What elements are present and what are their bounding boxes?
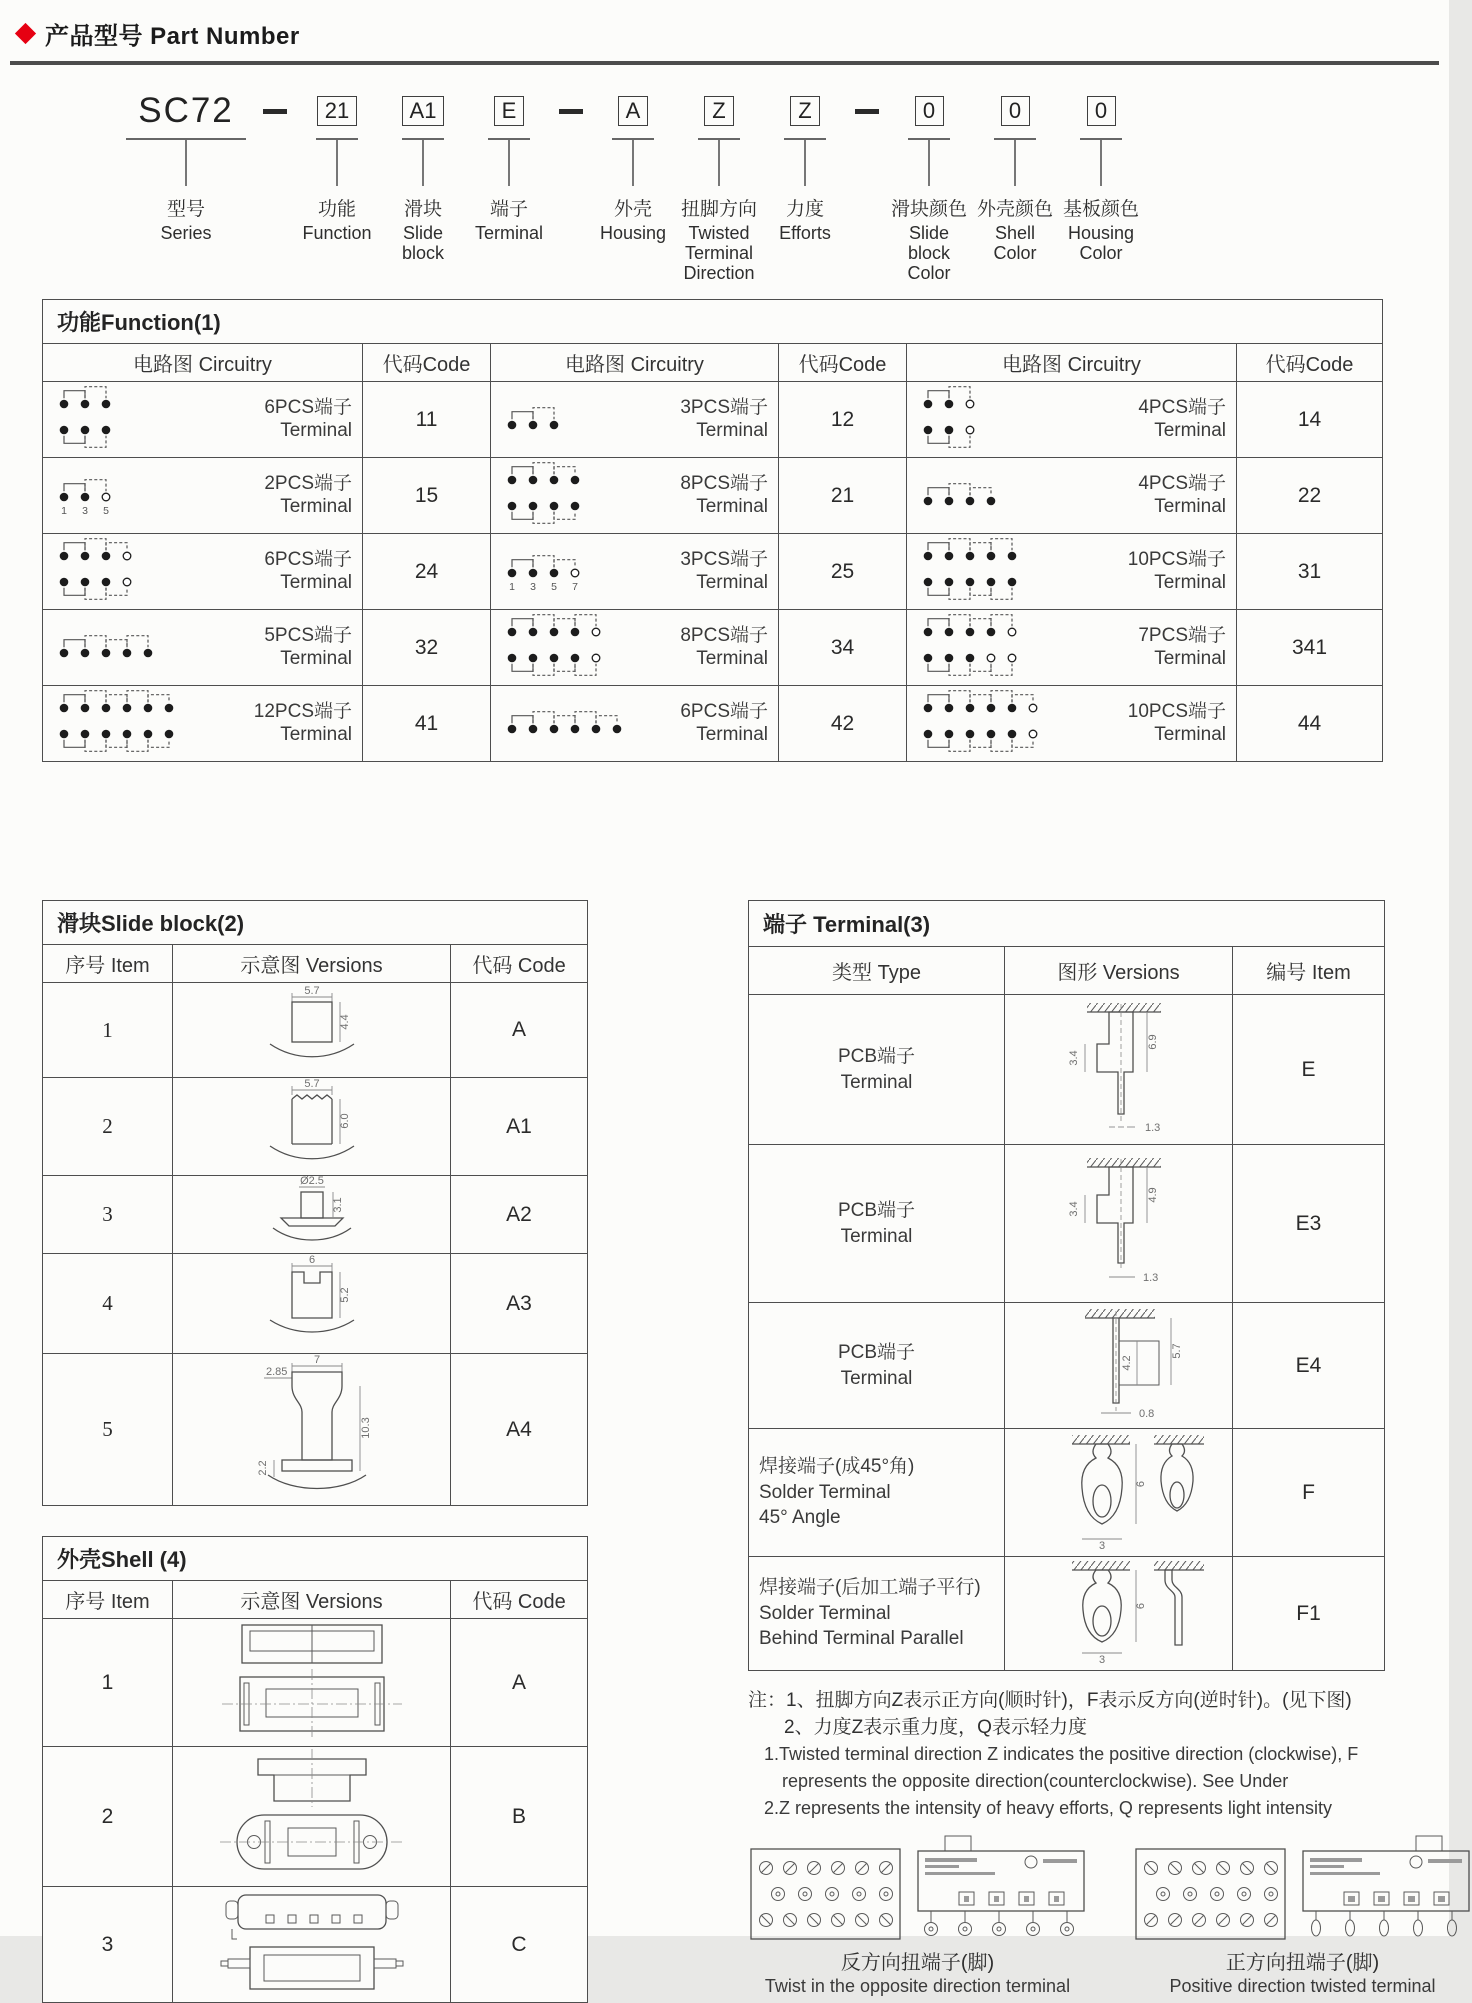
col-header: 序号 Item <box>43 945 173 983</box>
circuit-label: 6PCS端子 Terminal <box>680 701 768 745</box>
dim-label: 3.4 <box>1067 1201 1080 1217</box>
pn-stem <box>422 140 423 186</box>
note-en-1: 1.Twisted terminal direction Z indicates the positive direction (clockwise), F <box>764 1744 1359 1765</box>
pn-label-en: Slide block <box>401 222 445 263</box>
pn-stem <box>1100 140 1101 186</box>
dim-label: 3 <box>1098 1654 1105 1667</box>
pn-field-slide-color <box>886 89 972 283</box>
function-code: 31 <box>1237 534 1383 610</box>
dim-label: 6.0 <box>338 1113 351 1129</box>
function-code: 341 <box>1237 610 1383 686</box>
function-table <box>42 299 1383 762</box>
pn-code: 0 <box>915 96 944 126</box>
pn-series <box>116 89 256 243</box>
function-code: 12 <box>779 382 907 458</box>
col-header: 序号 Item <box>43 1581 173 1619</box>
slide-item: 2 <box>43 1078 173 1176</box>
red-diamond-icon <box>15 23 36 44</box>
pn-stem <box>1014 140 1015 186</box>
pn-series-code: SC72 <box>138 91 234 130</box>
circuit-label: 3PCS端子 Terminal <box>680 397 768 441</box>
pn-stem <box>928 140 929 186</box>
pn-field-housing <box>590 89 676 243</box>
terminal-row <box>749 1145 1385 1303</box>
pn-series-label-zh: 型号 <box>166 198 205 220</box>
pn-label-en: Housing Color <box>1067 222 1135 263</box>
pn-field-efforts <box>762 89 848 243</box>
dim-label: 7 <box>313 1354 320 1367</box>
pn-field-shell-color <box>972 89 1058 263</box>
pn-stem <box>336 140 337 186</box>
shell-drawing-a <box>192 1619 432 1741</box>
page-title-zh: 产品型号 <box>45 23 143 50</box>
terminal-table <box>748 900 1385 1671</box>
col-header: 电路图 Circuitry <box>43 344 363 382</box>
header-rule <box>10 61 1439 65</box>
pn-label-zh: 功能 <box>317 198 356 220</box>
col-header: 电路图 Circuitry <box>491 344 779 382</box>
terminal-item: F <box>1233 1429 1385 1557</box>
terminal-item: E <box>1233 995 1385 1145</box>
function-code: 24 <box>363 534 491 610</box>
svg-text:5: 5 <box>551 581 557 594</box>
dim-label: 2.85 <box>265 1366 287 1379</box>
terminal-drawing-e3 <box>1019 1151 1219 1291</box>
circuit-diagram <box>51 623 161 672</box>
pn-label-zh: 滑块颜色 <box>890 198 967 220</box>
dim-label: 3.4 <box>1067 1050 1080 1066</box>
shell-item: 3 <box>43 1887 173 2003</box>
function-row <box>43 610 1383 686</box>
function-code: 44 <box>1237 686 1383 762</box>
pn-stem <box>718 140 719 186</box>
function-row <box>43 686 1383 762</box>
circuit-diagram <box>499 395 567 444</box>
right-column <box>748 900 1442 1997</box>
note-zh-1: 注：1、扭脚方向Z表示正方向(顺时针)，F表示反方向(逆时针)。(见下图) <box>748 1690 1352 1712</box>
terminal-item: F1 <box>1233 1557 1385 1671</box>
figure-caption-zh: 反方向扭端子(脚) <box>840 1952 995 1975</box>
circuit-label: 6PCS端子 Terminal <box>264 549 352 593</box>
pn-stem <box>185 140 186 186</box>
terminal-drawing-f <box>1014 1429 1224 1551</box>
pn-label-zh: 外壳 <box>613 198 652 220</box>
terminal-bottom-view-opposite <box>748 1846 903 1942</box>
note-en-3: 2.Z represents the intensity of heavy efforts, Q represents light intensity <box>764 1798 1332 1819</box>
function-code: 22 <box>1237 458 1383 534</box>
terminal-row <box>749 1429 1385 1557</box>
svg-text:5: 5 <box>103 505 109 518</box>
circuit-diagram <box>499 460 588 531</box>
dim-label: 1.3 <box>1142 1272 1158 1285</box>
pn-field-twist-direction <box>676 89 762 283</box>
function-code: 32 <box>363 610 491 686</box>
function-code: 42 <box>779 686 907 762</box>
pn-field-function <box>294 89 380 243</box>
pn-label-en: Housing <box>599 222 667 243</box>
pn-label-zh: 基板颜色 <box>1062 198 1139 220</box>
col-header: 类型 Type <box>749 947 1005 995</box>
dim-label: 0.8 <box>1138 1408 1154 1421</box>
slide-block-drawing-a <box>237 984 387 1072</box>
circuit-diagram <box>51 688 182 759</box>
function-row <box>43 458 1383 534</box>
pn-field-housing-color <box>1058 89 1144 263</box>
circuit-diagram <box>915 688 1046 759</box>
pn-series-label-en: Series <box>160 222 212 243</box>
slide-block-row <box>43 983 588 1078</box>
shell-table-title: 外壳Shell (4) <box>43 1537 588 1581</box>
pn-dash-col <box>848 89 886 114</box>
terminal-drawing-e4 <box>1019 1303 1219 1423</box>
pn-code: Z <box>790 96 819 126</box>
dim-label: 3.1 <box>331 1197 344 1213</box>
slide-block-row <box>43 1354 588 1506</box>
switch-side-view-positive <box>1300 1834 1472 1942</box>
shell-code: B <box>451 1747 588 1887</box>
dim-label: 2.2 <box>256 1460 269 1476</box>
dim-label: 4.4 <box>338 1013 351 1030</box>
svg-text:3: 3 <box>530 581 536 594</box>
circuit-label: 8PCS端子 Terminal <box>680 625 768 669</box>
slide-item: 5 <box>43 1354 173 1506</box>
function-code: 34 <box>779 610 907 686</box>
shell-code: A <box>451 1619 588 1747</box>
circuit-diagram <box>915 536 1025 607</box>
pn-code: 21 <box>317 96 357 126</box>
dim-label: 5.2 <box>338 1287 351 1303</box>
pn-label-en: Efforts <box>779 222 831 243</box>
terminal-type: PCB端子 Terminal <box>749 995 1005 1145</box>
pn-label-zh: 滑块 <box>403 198 442 220</box>
pn-label-en: Twisted Terminal Direction <box>683 222 755 283</box>
dim-label: 6 <box>1134 1481 1147 1488</box>
slide-block-drawing-a1 <box>237 1078 387 1170</box>
notes-block <box>748 1687 1442 1822</box>
col-header: 图形 Versions <box>1005 947 1233 995</box>
slide-block-row <box>43 1176 588 1254</box>
dim-label: 6 <box>308 1254 315 1267</box>
slide-item: 3 <box>43 1176 173 1254</box>
circuit-label: 6PCS端子 Terminal <box>264 397 352 441</box>
terminal-row <box>749 1557 1385 1671</box>
pn-code: A1 <box>402 96 445 126</box>
circuit-diagram <box>915 384 983 455</box>
page-header <box>0 0 1449 57</box>
circuit-label: 3PCS端子 Terminal <box>680 549 768 593</box>
slide-code: A4 <box>451 1354 588 1506</box>
pn-code: 0 <box>1001 96 1030 126</box>
slide-code: A2 <box>451 1176 588 1254</box>
dim-label: 5.7 <box>303 984 320 997</box>
terminal-drawing-f1 <box>1014 1557 1224 1665</box>
svg-text:1: 1 <box>61 505 67 518</box>
slide-block-table <box>42 900 588 1506</box>
pn-field-slide-block <box>380 89 466 263</box>
circuit-label: 12PCS端子 Terminal <box>253 701 352 745</box>
terminal-table-title: 端子 Terminal(3) <box>749 901 1385 947</box>
dim-label: 3 <box>1098 1540 1105 1553</box>
dim-label: 5.7 <box>303 1078 320 1091</box>
slide-block-row <box>43 1254 588 1354</box>
pn-label-en: Slide block Color <box>907 222 951 283</box>
figure-opposite-direction <box>748 1834 1087 1997</box>
terminal-row <box>749 995 1385 1145</box>
dim-label: 6.9 <box>1146 1034 1159 1050</box>
svg-text:7: 7 <box>572 581 578 594</box>
col-header: 编号 Item <box>1233 947 1385 995</box>
slide-code: A1 <box>451 1078 588 1176</box>
circuit-diagram <box>499 699 630 748</box>
shell-table <box>42 1536 588 2003</box>
pn-label-zh: 力度 <box>785 198 824 220</box>
function-row <box>43 534 1383 610</box>
slide-item: 1 <box>43 983 173 1078</box>
dash-icon <box>263 109 287 114</box>
circuit-label: 7PCS端子 Terminal <box>1138 625 1226 669</box>
shell-drawing-b <box>192 1747 432 1881</box>
col-header: 示意图 Versions <box>173 1581 451 1619</box>
switch-side-view-opposite <box>915 1834 1087 1942</box>
pn-stem <box>632 140 633 186</box>
slide-block-row <box>43 1078 588 1176</box>
pn-label-zh: 外壳颜色 <box>976 198 1053 220</box>
col-header: 代码 Code <box>451 1581 588 1619</box>
circuit-diagram <box>51 536 140 607</box>
terminal-bottom-view-positive <box>1133 1846 1288 1942</box>
shell-code: C <box>451 1887 588 2003</box>
dim-label: Ø2.5 <box>299 1175 324 1188</box>
circuit-diagram <box>915 612 1025 683</box>
shell-item: 1 <box>43 1619 173 1747</box>
terminal-drawing-e <box>1019 996 1219 1138</box>
circuit-diagram <box>499 543 588 600</box>
part-number-diagram <box>116 89 1449 283</box>
svg-text:1: 1 <box>509 581 515 594</box>
col-header: 代码 Code <box>451 945 588 983</box>
dim-label: 5.7 <box>1170 1343 1183 1359</box>
dash-icon <box>559 109 583 114</box>
dim-label: 6 <box>1134 1603 1147 1610</box>
pn-field-terminal <box>466 89 552 243</box>
pn-stem <box>804 140 805 186</box>
svg-text:3: 3 <box>82 505 88 518</box>
pn-dash-col <box>256 89 294 114</box>
shell-row <box>43 1747 588 1887</box>
function-row <box>43 382 1383 458</box>
circuit-label: 2PCS端子 Terminal <box>264 473 352 517</box>
pn-code: E <box>494 96 525 126</box>
pn-dash-col <box>552 89 590 114</box>
pn-code: A <box>618 96 649 126</box>
terminal-row <box>749 1303 1385 1429</box>
function-code: 25 <box>779 534 907 610</box>
pn-label-en: Shell Color <box>993 222 1037 263</box>
circuit-label: 10PCS端子 Terminal <box>1127 549 1226 593</box>
note-zh-2: 2、力度Z表示重力度，Q表示轻力度 <box>784 1717 1087 1739</box>
circuit-label: 10PCS端子 Terminal <box>1127 701 1226 745</box>
pn-stem <box>508 140 509 186</box>
slide-item: 4 <box>43 1254 173 1354</box>
col-header: 电路图 Circuitry <box>907 344 1237 382</box>
function-table-title: 功能Function(1) <box>43 300 1383 344</box>
col-header: 代码Code <box>363 344 491 382</box>
pn-label-en: Function <box>302 222 372 243</box>
circuit-diagram <box>499 612 609 683</box>
circuit-label: 4PCS端子 Terminal <box>1138 397 1226 441</box>
page-title-en: Part Number <box>150 23 300 50</box>
terminal-type: PCB端子 Terminal <box>749 1145 1005 1303</box>
direction-figures <box>748 1834 1442 1997</box>
shell-drawing-c <box>192 1887 432 1997</box>
dash-icon <box>855 109 879 114</box>
pn-label-zh: 扭脚方向 <box>680 198 757 220</box>
figure-positive-direction <box>1133 1834 1472 1997</box>
circuit-label: 5PCS端子 Terminal <box>264 625 352 669</box>
shell-row <box>43 1887 588 2003</box>
pn-code: Z <box>704 96 733 126</box>
page-title <box>45 16 300 51</box>
shell-row <box>43 1619 588 1747</box>
slide-code: A <box>451 983 588 1078</box>
col-header: 代码Code <box>779 344 907 382</box>
slide-block-drawing-a4 <box>222 1354 402 1500</box>
terminal-type: 焊接端子(后加工端子平行) Solder Terminal Behind Terminal Parallel <box>749 1557 1005 1671</box>
figure-caption-en: Positive direction twisted terminal <box>1169 1976 1436 1997</box>
terminal-type: PCB端子 Terminal <box>749 1303 1005 1429</box>
dim-label: 4.9 <box>1146 1187 1159 1203</box>
circuit-diagram <box>51 467 119 524</box>
pn-label-zh: 端子 <box>489 198 528 220</box>
slide-block-drawing-a2 <box>237 1176 387 1248</box>
dim-label: 10.3 <box>359 1417 372 1439</box>
pn-label-en: Terminal <box>474 222 544 243</box>
terminal-item: E3 <box>1233 1145 1385 1303</box>
circuit-diagram <box>51 384 119 455</box>
slide-block-drawing-a3 <box>237 1254 387 1348</box>
pn-code: 0 <box>1087 96 1116 126</box>
dim-label: 1.3 <box>1144 1122 1160 1135</box>
note-en-2: represents the opposite direction(counterclockwise). See Under <box>782 1771 1289 1792</box>
terminal-item: E4 <box>1233 1303 1385 1429</box>
circuit-diagram <box>915 471 1004 520</box>
function-code: 15 <box>363 458 491 534</box>
dim-label: 4.2 <box>1120 1355 1133 1371</box>
figure-caption-zh: 正方向扭端子(脚) <box>1225 1952 1380 1975</box>
function-code: 21 <box>779 458 907 534</box>
col-header: 示意图 Versions <box>173 945 451 983</box>
shell-item: 2 <box>43 1747 173 1887</box>
left-column <box>42 900 587 2003</box>
terminal-type: 焊接端子(成45°角) Solder Terminal 45° Angle <box>749 1429 1005 1557</box>
function-code: 41 <box>363 686 491 762</box>
function-code: 14 <box>1237 382 1383 458</box>
figure-caption-en: Twist in the opposite direction terminal <box>764 1976 1071 1997</box>
col-header: 代码Code <box>1237 344 1383 382</box>
slide-block-title: 滑块Slide block(2) <box>43 901 588 945</box>
circuit-label: 4PCS端子 Terminal <box>1138 473 1226 517</box>
slide-code: A3 <box>451 1254 588 1354</box>
circuit-label: 8PCS端子 Terminal <box>680 473 768 517</box>
function-code: 11 <box>363 382 491 458</box>
